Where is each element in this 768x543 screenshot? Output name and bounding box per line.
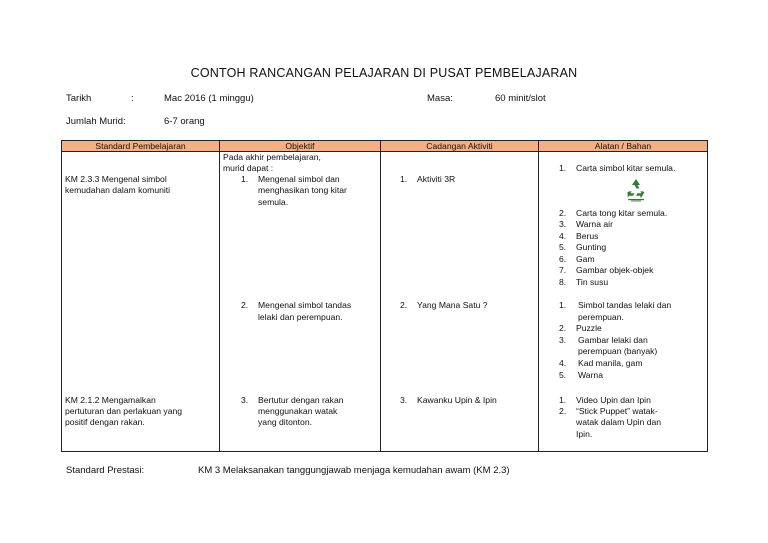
alatan-2-3-number: 3. — [559, 335, 567, 345]
objektif-1-line-3: semula. — [258, 197, 289, 207]
jumlah-murid-label: Jumlah Murid: — [66, 116, 126, 127]
alatan-1-4-number: 4. — [559, 231, 567, 241]
objektif-1-number: 1. — [241, 174, 249, 184]
alatan-1-1-number: 1. — [559, 163, 567, 173]
alatan-1-2-number: 2. — [559, 208, 567, 218]
alatan-2-3-line-1: Gambar lelaki dan — [578, 335, 648, 345]
alatan-1-7: Gambar objek-objek — [576, 265, 654, 275]
header-standard: Standard Pembelajaran — [62, 141, 220, 152]
alatan-3-1: Video Upin dan Ipin — [576, 395, 651, 405]
alatan-2-1-number: 1. — [559, 300, 567, 310]
aktiviti-3: Kawanku Upin & Ipin — [417, 395, 497, 405]
tarikh-value: Mac 2016 (1 minggu) — [164, 93, 254, 104]
alatan-3-2-number: 2. — [559, 406, 567, 416]
standard-2-line-3: positif dengan rakan. — [65, 417, 145, 427]
objektif-3-line-1: Bertutur dengan rakan — [258, 395, 344, 405]
alatan-2-5: Warna — [578, 370, 603, 380]
alatan-1-8-number: 8. — [559, 277, 567, 287]
alatan-1-1: Carta simbol kitar semula. — [576, 163, 676, 173]
masa-value: 60 minit/slot — [495, 93, 546, 104]
objektif-1-line-1: Mengenal simbol dan — [258, 174, 340, 184]
jumlah-murid-value: 6-7 orang — [164, 116, 205, 127]
standard-2-line-1: KM 2.1.2 Mengamalkan — [65, 395, 156, 405]
standard-prestasi-value: KM 3 Melaksanakan tanggungjawab menjaga kemudahan awam (KM 2.3) — [198, 465, 510, 476]
recycle-icon — [625, 178, 647, 202]
alatan-2-1-line-1: Simbol tandas lelaki dan — [578, 300, 672, 310]
objektif-2-line-2: lelaki dan perempuan. — [258, 312, 343, 322]
header-alatan: Alatan / Bahan — [539, 141, 708, 152]
header-objektif: Objektif — [220, 141, 381, 152]
alatan-1-5: Gunting — [576, 242, 607, 252]
alatan-1-7-number: 7. — [559, 265, 567, 275]
objektif-2-line-1: Mengenal simbol tandas — [258, 300, 352, 310]
objektif-intro-1: Pada akhir pembelajaran, — [223, 152, 321, 162]
alatan-1-6-number: 6. — [559, 254, 567, 264]
objektif-3-line-3: yang ditonton. — [258, 417, 312, 427]
aktiviti-2-number: 2. — [400, 300, 408, 310]
objektif-3-number: 3. — [241, 395, 249, 405]
alatan-1-4: Berus — [576, 231, 599, 241]
alatan-2-2-number: 2. — [559, 323, 567, 333]
standard-2-line-2: pertuturan dan perlakuan yang — [65, 406, 183, 416]
alatan-2-4-number: 4. — [559, 358, 567, 368]
aktiviti-3-number: 3. — [400, 395, 408, 405]
aktiviti-1: Aktiviti 3R — [417, 174, 456, 184]
standard-1-line-1: KM 2.3.3 Mengenal simbol — [65, 174, 167, 184]
standard-prestasi-label: Standard Prestasi: — [66, 465, 145, 476]
aktiviti-1-number: 1. — [400, 174, 408, 184]
alatan-2-2: Puzzle — [576, 323, 602, 333]
alatan-2-1-line-2: perempuan. — [578, 312, 624, 322]
alatan-3-2-line-3: Ipin. — [576, 429, 593, 439]
objektif-1-line-2: menghasikan tong kitar — [258, 185, 347, 195]
lesson-plan-table — [61, 140, 708, 452]
standard-cell — [62, 152, 220, 452]
objektif-cell — [220, 152, 381, 452]
standard-1-line-2: kemudahan dalam komuniti — [65, 185, 171, 195]
table-header-row — [62, 141, 708, 152]
alatan-1-2: Carta tong kitar semula. — [576, 208, 668, 218]
tarikh-label: Tarikh — [66, 93, 92, 104]
objektif-2-number: 2. — [241, 300, 249, 310]
alatan-3-2-line-2: watak dalam Upin dan — [576, 417, 662, 427]
objektif-intro-2: murid dapat : — [223, 163, 274, 173]
header-aktiviti: Cadangan Aktiviti — [381, 141, 539, 152]
aktiviti-2: Yang Mana Satu ? — [417, 300, 488, 310]
alatan-1-3-number: 3. — [559, 219, 567, 229]
masa-label: Masa: — [427, 93, 453, 104]
tarikh-colon: : — [131, 93, 134, 104]
alatan-3-1-number: 1. — [559, 395, 567, 405]
alatan-cell — [539, 152, 708, 452]
alatan-1-6: Gam — [576, 254, 595, 264]
objektif-3-line-2: menggunakan watak — [258, 406, 338, 416]
alatan-1-3: Warna air — [576, 219, 613, 229]
alatan-2-5-number: 5. — [559, 370, 567, 380]
alatan-2-3-line-2: perempuan (banyak) — [578, 346, 658, 356]
alatan-1-5-number: 5. — [559, 242, 567, 252]
page-title: CONTOH RANCANGAN PELAJARAN DI PUSAT PEMBELAJARAN — [190, 66, 578, 80]
aktiviti-cell — [381, 152, 539, 452]
alatan-2-4: Kad manila, gam — [578, 358, 643, 368]
alatan-3-2-line-1: “Stick Puppet” watak- — [576, 406, 658, 416]
table-row — [62, 152, 708, 452]
alatan-1-8: Tin susu — [576, 277, 609, 287]
